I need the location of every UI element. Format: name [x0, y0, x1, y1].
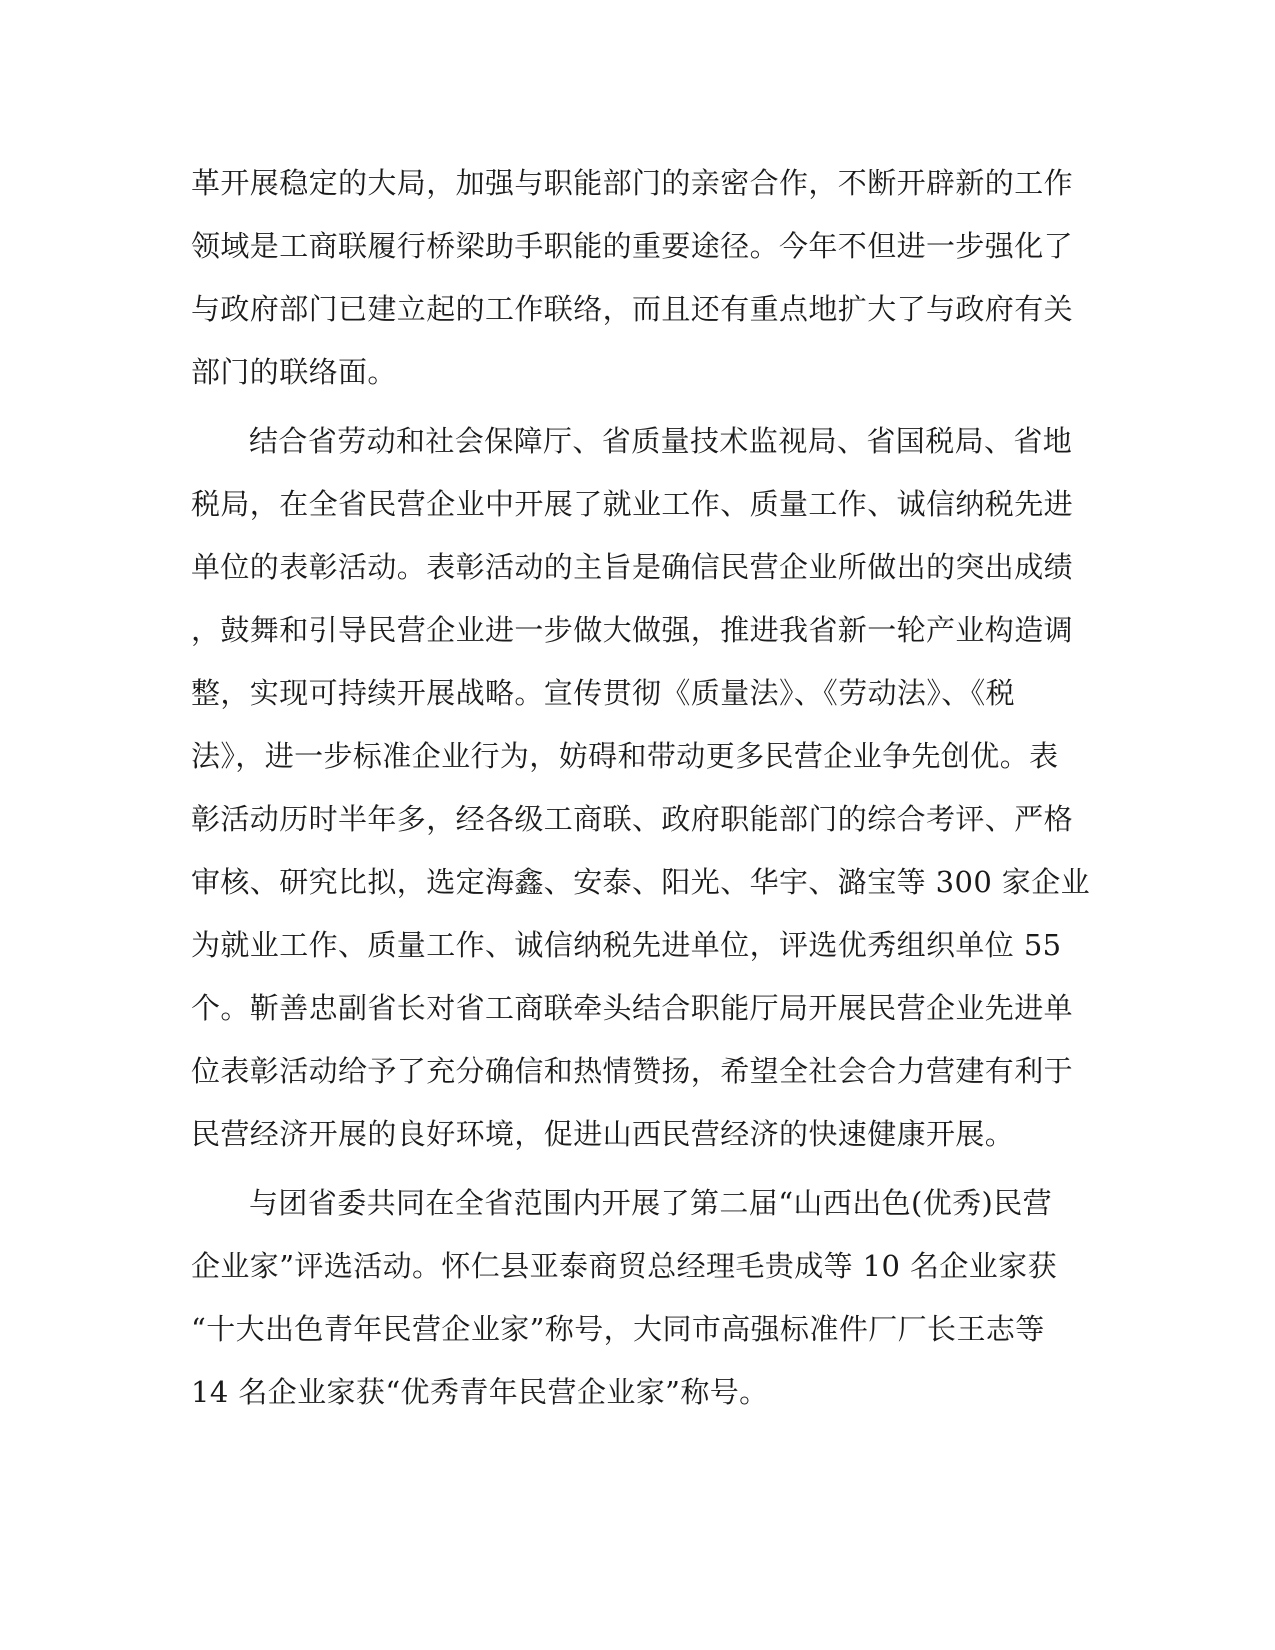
text-line: 为就业工作、质量工作、诚信纳税先进单位，评选优秀组织单位 55 [191, 928, 1062, 962]
text-line: 革开展稳定的大局，加强与职能部门的亲密合作，不断开辟新的工作 [191, 166, 1074, 200]
text-line: 结合省劳动和社会保障厅、省质量技术监视局、省国税局、省地 [249, 424, 1073, 458]
text-line: 税局，在全省民营企业中开展了就业工作、质量工作、诚信纳税先进 [191, 487, 1074, 521]
text-line: 领域是工商联履行桥梁助手职能的重要途径。今年不但进一步强化了 [191, 229, 1074, 263]
text-line: 法》，进一步标准企业行为，妨碍和带动更多民营企业争先创优。表 [191, 739, 1059, 773]
text-line: 与团省委共同在全省范围内开展了第二届“山西出色(优秀)民营 [249, 1186, 1053, 1220]
text-line: 部门的联络面。 [191, 355, 397, 389]
document-body [191, 152, 1090, 1430]
paragraph-1 [191, 152, 1074, 404]
text-line: 民营经济开展的良好环境，促进山西民营经济的快速健康开展。 [191, 1117, 1015, 1151]
text-line: “十大出色青年民营企业家”称号，大同市高强标准件厂厂长王志等 [191, 1312, 1045, 1346]
text-line: 单位的表彰活动。表彰活动的主旨是确信民营企业所做出的突出成绩 [191, 550, 1074, 584]
text-line: 14 名企业家获“优秀青年民营企业家”称号。 [191, 1375, 769, 1409]
text-line: 个。靳善忠副省长对省工商联牵头结合职能厅局开展民营企业先进单 [191, 991, 1074, 1025]
text-line: 彰活动历时半年多，经各级工商联、政府职能部门的综合考评、严格 [191, 802, 1074, 836]
text-line: 位表彰活动给予了充分确信和热情赞扬，希望全社会合力营建有利于 [191, 1054, 1074, 1088]
text-line: 企业家”评选活动。怀仁县亚泰商贸总经理毛贵成等 10 名企业家获 [191, 1249, 1057, 1283]
text-line: 审核、研究比拟，选定海鑫、安泰、阳光、华宇、潞宝等 300 家企业 [191, 865, 1090, 899]
paragraph-3 [191, 1172, 1071, 1424]
text-line: 与政府部门已建立起的工作联络，而且还有重点地扩大了与政府有关 [191, 292, 1074, 326]
text-line: ，鼓舞和引导民营企业进一步做大做强，推进我省新一轮产业构造调 [191, 613, 1074, 647]
paragraph-2 [191, 410, 1090, 1166]
text-line: 整，实现可持续开展战略。宣传贯彻《质量法》、《劳动法》、《税 [191, 676, 1016, 710]
